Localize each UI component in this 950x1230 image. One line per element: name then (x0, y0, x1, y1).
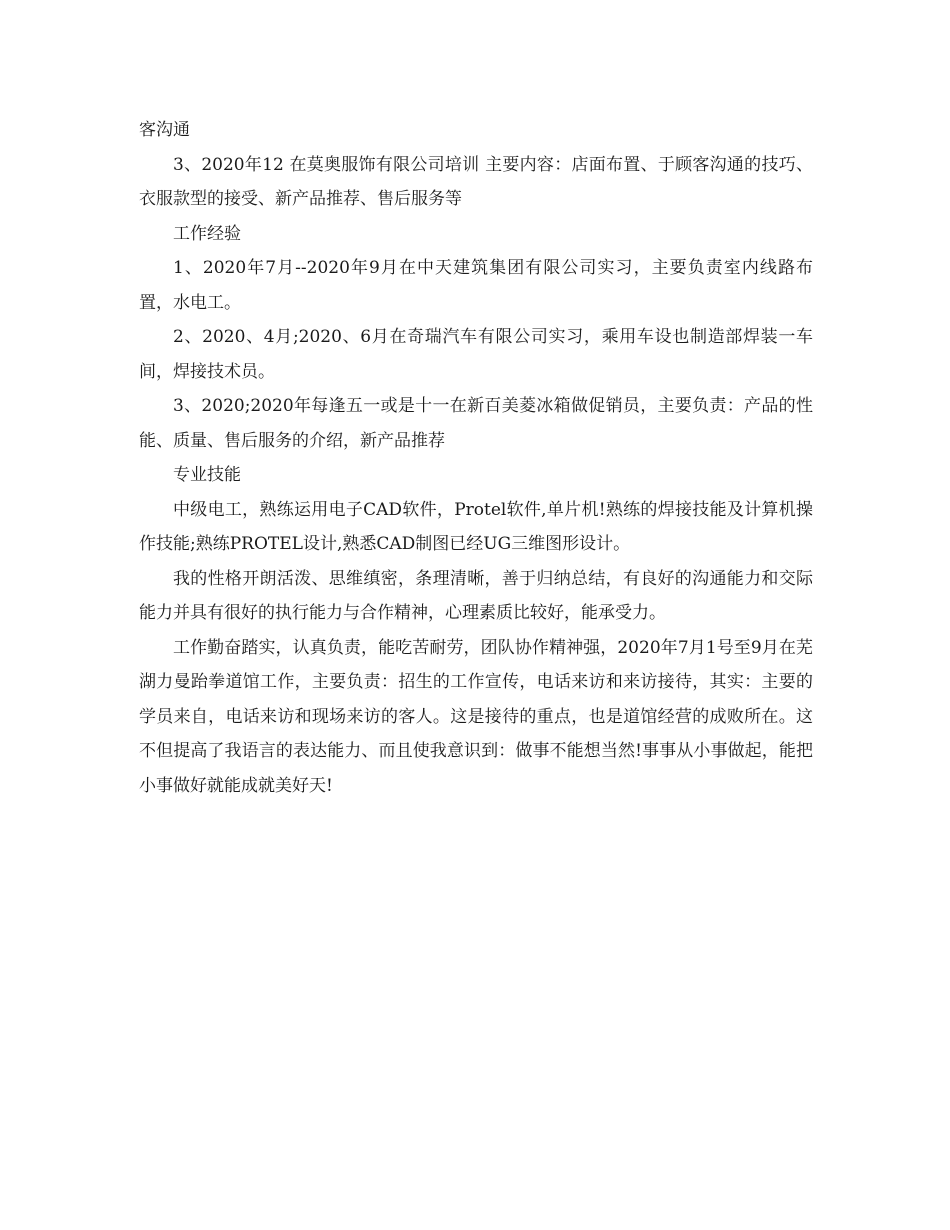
paragraph-work-3: 3、2020;2020年每逢五一或是十一在新百美菱冰箱做促销员，主要负责：产品的性能、质量、售后服务的介绍，新产品推荐 (139, 396, 813, 451)
paragraph-training-3: 3、2020年12 在莫奥服饰有限公司培训 主要内容：店面布置、于顾客沟通的技巧、衣服款型的接受、新产品推荐、售后服务等 (139, 154, 813, 209)
paragraph-work-1: 1、2020年7月--2020年9月在中天建筑集团有限公司实习，主要负责室内线路布置，水电工。 (139, 258, 813, 313)
section-heading-work-experience: 工作经验 (173, 223, 241, 244)
paragraph-work-attitude: 工作勤奋踏实，认真负责，能吃苦耐劳，团队协作精神强，2020年7月1号至9月在芜湖力曼跆拳道馆工作，主要负责：招生的工作宣传，电话来访和来访接待，其实：主要的学员来自，电话来访和现场来访的客人。这是接待的重点，也是道馆经营的成败所在。这不但提高了我语言的表达能力、而且使我意识到：做事不能想当然!事事从小事做起，能把小事做好就能成就美好天! (139, 637, 813, 796)
paragraph-work-2: 2、2020、4月;2020、6月在奇瑞汽车有限公司实习，乘用车设也制造部焊装一车间，焊接技术员。 (139, 327, 813, 382)
paragraph-personality: 我的性格开朗活泼、思维缜密，条理清晰，善于归纳总结，有良好的沟通能力和交际能力并具有很好的执行能力与合作精神，心理素质比较好，能承受力。 (139, 568, 813, 623)
document-page (139, 113, 813, 803)
section-heading-skills: 专业技能 (173, 465, 241, 485)
paragraph-skills: 中级电工，熟练运用电子CAD软件，Protel软件,单片机!熟练的焊接技能及计算机操作技能;熟练PROTEL设计,熟悉CAD制图已经UG三维图形设计。 (139, 499, 813, 554)
paragraph-continuation: 客沟通 (139, 120, 190, 140)
